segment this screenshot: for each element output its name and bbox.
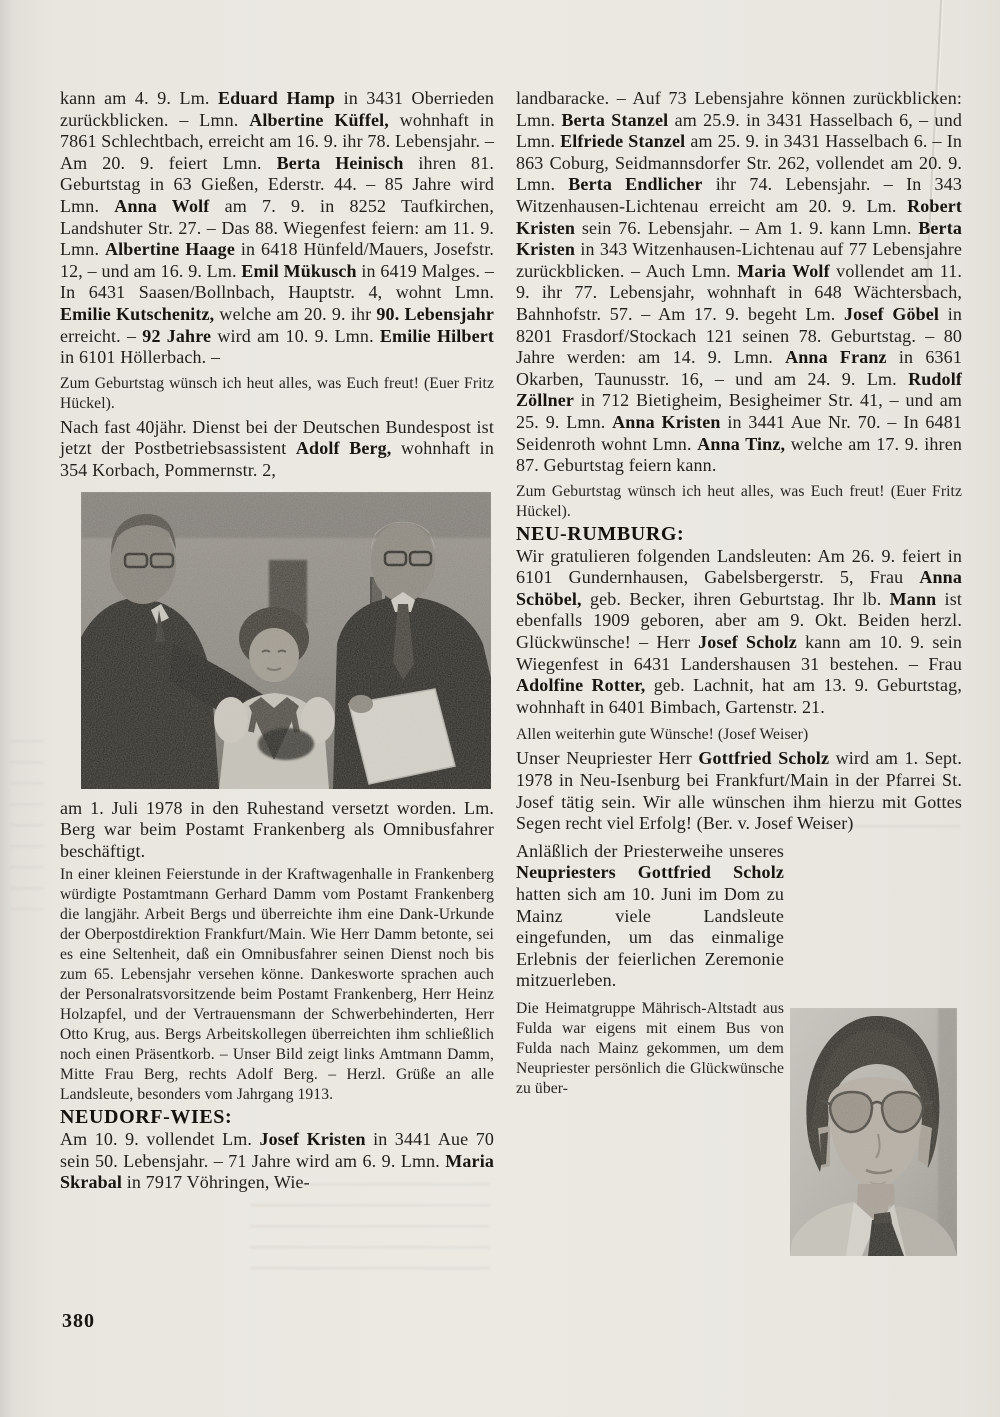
paragraph-gratulation: Wir gratulieren folgenden Landsleuten: Am 26. 9. feiert in 6101 Gundernhausen, Gabelsbergerstr. 5, Frau Anna Schöbel, geb. Becker, ihren Geburtstag. Ihr lb. Mann ist ebenfalls 1909 geboren, aber am 9. Okt. Beiden herzl. Glückwünsche! – Herr Josef Scholz kann am 10. 9. sein Wiegenfest in 6431 Landershausen 31 bestehen. – Frau Adolfine Rotter, geb. Lachnit, hat am 13. 9. Geburtstag, wohnhaft in 6401 Bimbach, Gartenstr. 21. (516, 545, 962, 717)
page-number: 380 (62, 1310, 95, 1332)
paragraph-adolf-berg: Nach fast 40jähr. Dienst bei der Deutschen Bundespost ist jetzt der Postbetriebsassistent Adolf Berg, wohnhaft in 354 Korbach, Pommernstr. 2, (60, 416, 494, 480)
section-heading-neu-rumburg: NEU-RUMBURG: (516, 522, 685, 545)
paragraph-heimatgruppe: Die Heimatgruppe Mährisch-Altstadt aus Fulda war eigens mit einem Bus von Fulda nach Mainz gekommen, um dem Neupriester persönlich die Glückwünsche zu über- (516, 999, 784, 1097)
narrow-text-column (516, 841, 784, 1099)
section-heading-neudorf-wies: NEUDORF-WIES: (60, 1106, 233, 1129)
paragraph-greeting: Zum Geburtstag wünsch ich heut alles, was Euch freut! (Euer Fritz Hückel). (60, 374, 494, 412)
paragraph-birthdays-2: landbaracke. – Auf 73 Lebensjahre können zurückblicken: Lmn. Berta Stanzel am 25.9. in 3431 Hasselbach 6, – und Lmn. Elfriede Stanzel am 25. 9. in 3431 Hasselbach 6. – In 863 Coburg, Seidmannsdorfer Str. 262, vollendet am 20. 9. Lmn. Berta Endlicher ihr 74. Lebensjahr. – In 343 Witzenhausen-Lichtenau erreicht am 20. 9. Lm. Robert Kristen sein 76. Lebensjahr. – Am 1. 9. kann Lmn. Berta Kristen in 343 Witzenhausen-Lichtenau auf 77 Lebensjahre zurückblicken. – Auch Lmn. Maria Wolf vollendet am 11. 9. ihr 77. Lebensjahr, wohnhaft in 648 Wächtersbach, Bahnhofstr. 57. – Am 17. 9. begeht Lm. Josef Göbel in 8201 Frasdorf/Stockach 121 seinen 78. Geburtstag. – 80 Jahre werden: am 14. 9. Lmn. Anna Franz in 6361 Okarben, Taunusstr. 16, – und am 24. 9. Lm. Rudolf Zöllner in 712 Bietigheim, Besigheimer Str. 41, – und am 25. 9. Lmn. Anna Kristen in 3441 Aue Nr. 70. – In 6481 Seidenroth wohnt Lmn. Anna Tinz, welche am 17. 9. ihren 87. Geburtstag feiern kann. (516, 88, 963, 476)
paragraph-wishes: Allen weiterhin gute Wünsche! (Josef Weiser) (516, 726, 809, 744)
paragraph-neupriester: Unser Neupriester Herr Gottfried Scholz wird am 1. Sept. 1978 in Neu-Isenburg bei Frankfurt/Main in der Pfarrei St. Josef tätig sein. Wir alle wünschen ihm hierzu mit Gottes Segen recht viel Erfolg! (Ber. v. Josef Weiser) (516, 748, 962, 834)
paragraph-feierstunde: In einer kleinen Feierstunde in der Kraftwagenhalle in Frankenberg würdigte Postamtmann Gerhard Damm vom Postamt Frankenberg die langjähr. Arbeit Bergs und überreichte ihm eine Dank-Urkunde der Oberpostdirektion Frankfurt/Main. Wie Herr Damm betonte, sei es eine Seltenheit, daß ein Omnibusfahrer seinen Dienst noch bis zum 65. Lebensjahr versehen könne. Dankesworte sprachen auch der Personalratsvorsitzende beim Postamt Frankenberg, Herr Heinz Holzapfel, und der Vertrauensmann der Schwerbehinderten, Herr Otto Krug, aus. Bergs Arbeitskollegen überreichten ihm schließlich noch einen Präsentkorb. – Unser Bild zeigt links Amtmann Damm, Mitte Frau Berg, rechts Adolf Berg. – Herzl. Grüße an alle Landsleute, besonders vom Jahrgang 1913. (60, 866, 494, 1104)
paragraph-greeting-2: Zum Geburtstag wünsch ich heut alles, was Euch freut! (Euer Fritz Hückel). (516, 482, 962, 520)
paragraph-neudorf: Am 10. 9. vollendet Lm. Josef Kristen in 3441 Aue 70 sein 50. Lebensjahr. – 71 Jahre wird am 6. 9. Lmn. Maria Skrabal in 7917 Vöhringen, Wie- (60, 1129, 494, 1193)
bleed-through-texture (250, 1183, 490, 1271)
bleed-through-texture (10, 740, 44, 910)
paragraph-priesterweihe: Anläßlich der Priesterweihe unseres Neupriesters Gottfried Scholz hatten sich am 10. Juni im Dom zu Mainz viele Landsleute eingefunden, um das einmalige Erlebnis der feierlichen Zeremonie mitzuerleben. (516, 840, 784, 991)
portrait-photo (790, 1008, 957, 1256)
paragraph-birthdays: kann am 4. 9. Lm. Eduard Hamp in 3431 Oberrieden zurückblicken. – Lmn. Albertine Küffel, wohnhaft in 7861 Schlechtbach, erreicht am 16. 9. ihr 78. Lebensjahr. – Am 20. 9. feiert Lmn. Berta Heinisch ihren 81. Geburtstag in 63 Gießen, Ederstr. 44. – 85 Jahre wird Lmn. Anna Wolf am 7. 9. in 8252 Taufkirchen, Landshuter Str. 27. – Das 88. Wiegenfest feiern: am 11. 9. Lmn. Albertine Haage in 6418 Hünfeld/Mauers, Josefstr. 12, – und am 16. 9. Lm. Emil Mükusch in 6419 Malges. – In 6431 Saasen/Bollnbach, Hauptstr. 4, wohnt Lmn. Emilie Kutschenitz, welche am 20. 9. ihr 90. Lebensjahr erreicht. – 92 Jahre wird am 10. 9. Lmn. Emilie Hilbert in 6101 Höllerbach. – (60, 88, 495, 368)
paragraph-ruhestand: am 1. Juli 1978 in den Ruhestand versetzt worden. Lm. Berg war beim Postamt Frankenberg als Omnibusfahrer beschäftigt. (60, 797, 494, 861)
group-photo (81, 492, 491, 789)
left-column (60, 88, 494, 1194)
right-column (516, 88, 962, 1099)
